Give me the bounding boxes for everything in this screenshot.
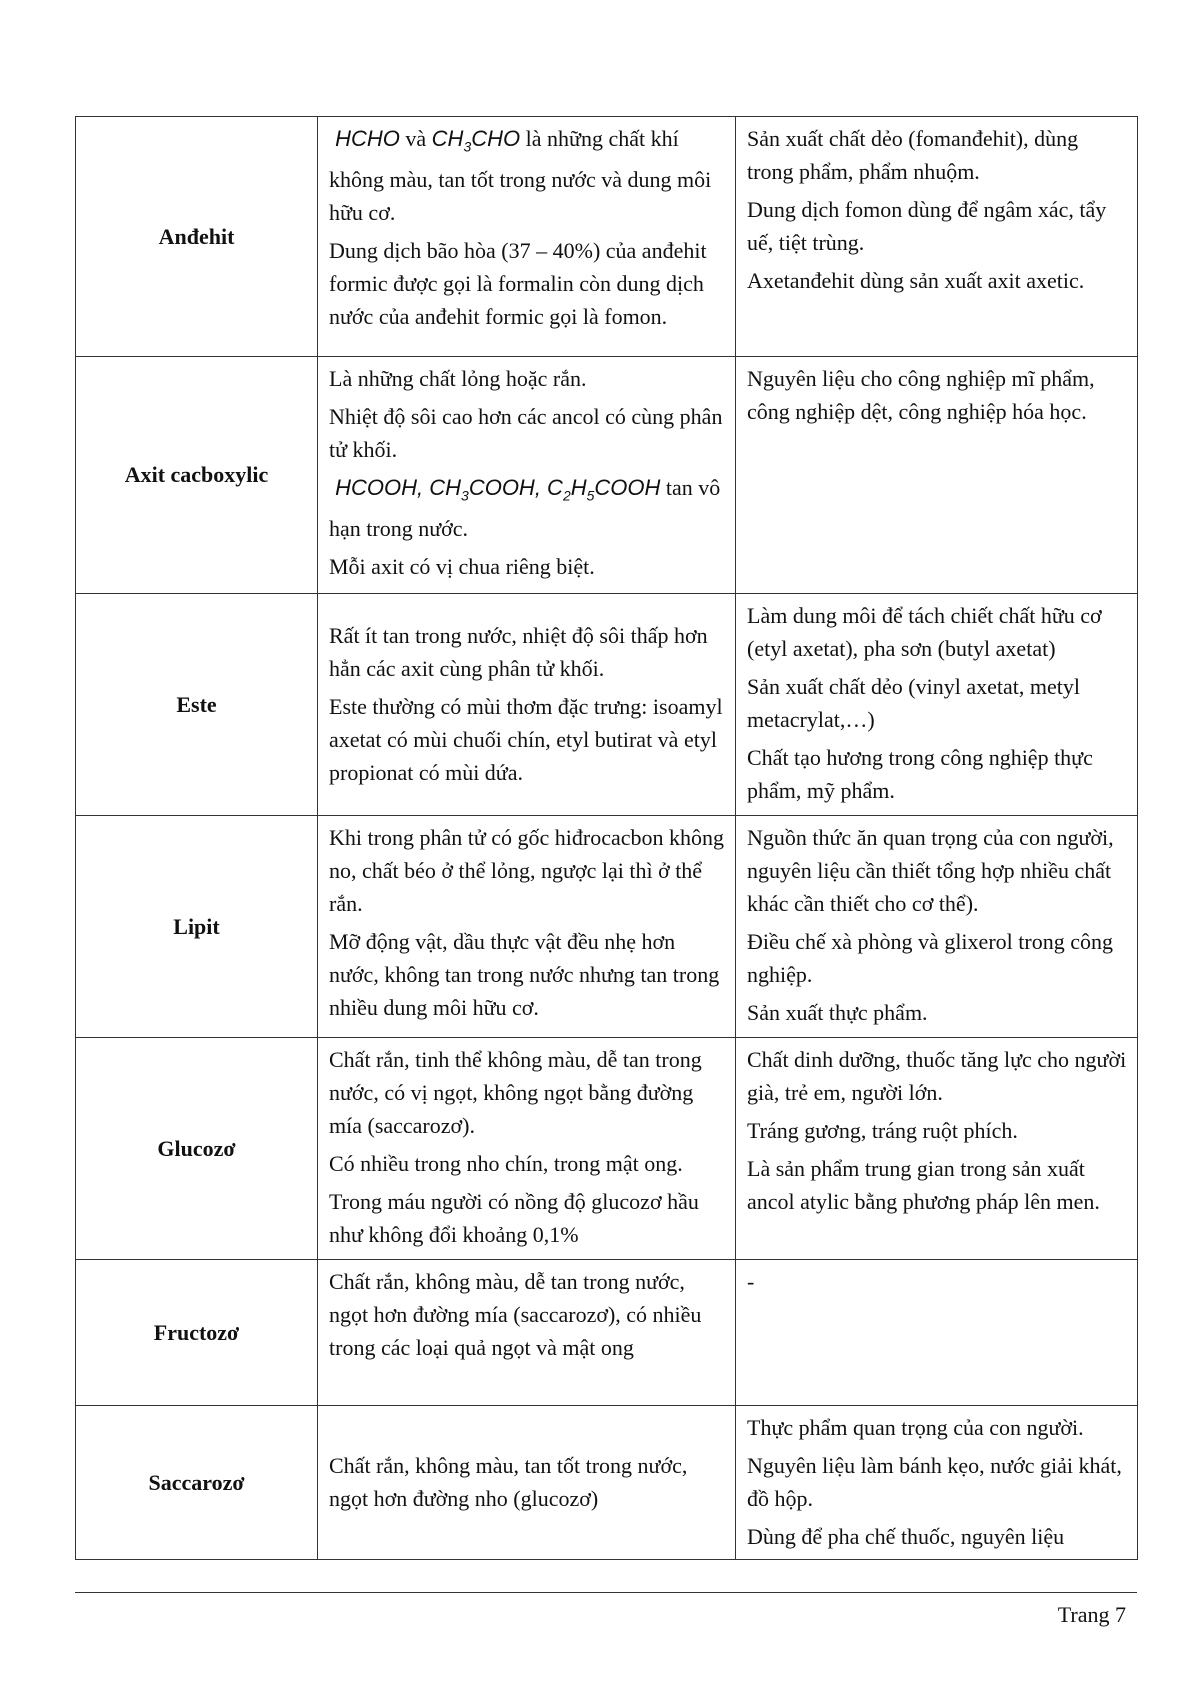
property-text: Có nhiều trong nho chín, trong mật ong. <box>329 1151 683 1176</box>
use-text: Là sản phẩm trung gian trong sản xuất ancol atylic bằng phương pháp lên men. <box>747 1156 1100 1214</box>
uses-cell <box>736 1406 1138 1560</box>
property-text: Mỡ động vật, dầu thực vật đều nhẹ hơn nước, không tan trong nước nhưng tan trong nhiều dung môi hữu cơ. <box>329 929 720 1020</box>
table-row <box>76 816 1138 1038</box>
use-text: Điều chế xà phòng và glixerol trong công nghiệp. <box>747 929 1113 987</box>
property-text: Chất rắn, không màu, tan tốt trong nước, ngọt hơn đường nho (glucozơ) <box>329 1453 688 1511</box>
formula: $CH_3CHO$ <box>431 126 521 155</box>
uses-cell <box>736 117 1138 357</box>
formula: HCHO <box>335 126 400 151</box>
property-text: Mỗi axit có vị chua riêng biệt. <box>329 554 595 580</box>
use-text: Dùng để pha chế thuốc, nguyên liệu <box>747 1524 1065 1549</box>
property-text: Chất rắn, không màu, dễ tan trong nước, ngọt hơn đường mía (saccarozơ), có nhiều trong các loại quả ngọt và mật ong <box>329 1269 702 1360</box>
uses-cell <box>736 1038 1138 1260</box>
compound-name: Glucozơ <box>76 1038 318 1260</box>
property-text: Trong máu người có nồng độ glucozơ hầu như không đổi khoảng 0,1% <box>329 1189 699 1247</box>
uses-cell <box>736 816 1138 1038</box>
table-row <box>76 1406 1138 1560</box>
use-text: Sản xuất chất dẻo (vinyl axetat, metyl metacrylat,…) <box>747 674 1080 732</box>
use-text: Nguồn thức ăn quan trọng của con người, nguyên liệu cần thiết tổng hợp nhiều chất khác cần thiết cho cơ thể). <box>747 825 1114 916</box>
footer-divider <box>75 1592 1137 1593</box>
uses-cell <box>736 1260 1138 1406</box>
use-text: - <box>747 1269 755 1294</box>
property-text: Este thường có mùi thơm đặc trưng: isoamyl axetat có mùi chuối chín, etyl butirat và etyl propionat có mùi dứa. <box>329 694 723 785</box>
use-text: Dung dịch fomon dùng để ngâm xác, tẩy uế, tiệt trùng. <box>747 197 1107 255</box>
table-row <box>76 594 1138 816</box>
use-text: Sản xuất thực phẩm. <box>747 1000 928 1025</box>
properties-cell <box>318 816 736 1038</box>
compound-name: Lipit <box>76 816 318 1038</box>
property-text: Nhiệt độ sôi cao hơn các ancol có cùng phân tử khối. <box>329 404 723 462</box>
property-text: HCOOH, $CH_3COOH$, $C_2H_5COOH$ tan vô hạn trong nước. <box>329 475 721 542</box>
properties-table <box>75 116 1138 1560</box>
property-text: HCHO và $CH_3CHO$ là những chất khí không màu, tan tốt trong nước và dung môi hữu cơ. <box>329 126 712 226</box>
properties-cell <box>318 1038 736 1260</box>
properties-cell <box>318 357 736 594</box>
properties-cell <box>318 1260 736 1406</box>
use-text: Nguyên liệu cho công nghiệp mĩ phẩm, công nghiệp dệt, công nghiệp hóa học. <box>747 366 1095 424</box>
properties-cell <box>318 117 736 357</box>
table-row <box>76 1260 1138 1406</box>
use-text: Sản xuất chất dẻo (fomanđehit), dùng trong phẩm, phẩm nhuộm. <box>747 126 1079 184</box>
use-text: Làm dung môi để tách chiết chất hữu cơ (etyl axetat), pha sơn (butyl axetat) <box>747 603 1102 661</box>
use-text: Tráng gương, tráng ruột phích. <box>747 1118 1018 1143</box>
compound-name: Saccarozơ <box>76 1406 318 1560</box>
uses-cell <box>736 594 1138 816</box>
page-number: Trang 7 <box>1057 1602 1126 1627</box>
use-text: Chất dinh dưỡng, thuốc tăng lực cho người già, trẻ em, người lớn. <box>747 1047 1127 1105</box>
table-row <box>76 117 1138 357</box>
compound-name: Anđehit <box>76 117 318 357</box>
compound-name: Axit cacboxylic <box>76 357 318 594</box>
compound-name: Este <box>76 594 318 816</box>
property-text: Là những chất lỏng hoặc rắn. <box>329 366 587 391</box>
properties-cell <box>318 594 736 816</box>
formula: HCOOH, $CH_3COOH$, $C_2H_5COOH$ <box>335 475 661 504</box>
property-text: Khi trong phân tử có gốc hiđrocacbon không no, chất béo ở thể lỏng, ngược lại thì ở thể rắn. <box>329 825 725 916</box>
use-text: Thực phẩm quan trọng của con người. <box>747 1415 1084 1440</box>
use-text: Chất tạo hương trong công nghiệp thực phẩm, mỹ phẩm. <box>747 745 1093 803</box>
uses-cell <box>736 357 1138 594</box>
properties-cell <box>318 1406 736 1560</box>
use-text: Nguyên liệu làm bánh kẹo, nước giải khát, đồ hộp. <box>747 1453 1122 1511</box>
table-row <box>76 357 1138 594</box>
compound-name: Fructozơ <box>76 1260 318 1406</box>
use-text: Axetanđehit dùng sản xuất axit axetic. <box>747 268 1085 293</box>
property-text: Rất ít tan trong nước, nhiệt độ sôi thấp hơn hẳn các axit cùng phân tử khối. <box>329 623 708 681</box>
property-text: Dung dịch bão hòa (37 – 40%) của anđehit formic được gọi là formalin còn dung dịch nước của anđehit formic gọi là fomon. <box>329 238 707 330</box>
property-text: Chất rắn, tinh thể không màu, dễ tan trong nước, có vị ngọt, không ngọt bằng đường mía (saccarozơ). <box>329 1047 702 1138</box>
table-row <box>76 1038 1138 1260</box>
